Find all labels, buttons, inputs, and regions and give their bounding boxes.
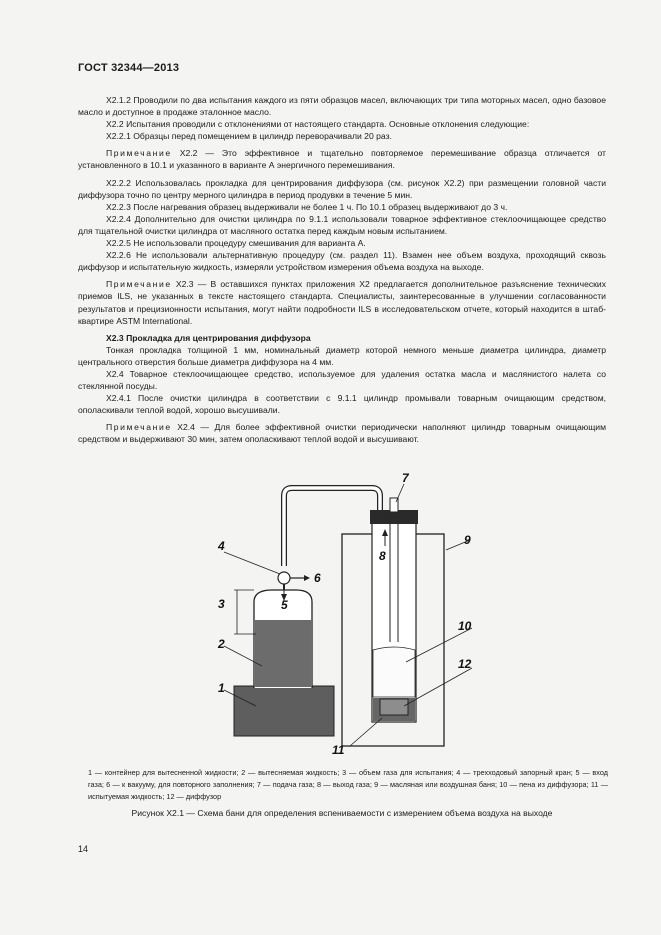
apparatus-diagram (200, 462, 480, 767)
label-8: 8 (379, 549, 386, 563)
label-2: 2 (218, 637, 225, 651)
paragraph: X2.2.1 Образцы перед помещением в цилиндр переворачивали 20 раз. (106, 131, 392, 142)
displaced-liquid (255, 620, 311, 687)
label-10: 10 (458, 619, 472, 633)
paragraph: X2.2.6 Не использовали альтернативную процедуру (см. раздел 11). Взамен нее объем воздуха, проходящий сквозь диффузор и испытательную жидкость, измеряли устройством измерения объема воздуха на выходе. (78, 250, 606, 273)
body-text (78, 94, 606, 446)
label-12: 12 (458, 657, 472, 671)
label-3: 3 (218, 597, 225, 611)
note-label: Примечание (106, 279, 172, 290)
paragraph: X2.4.1 После очистки цилиндра в соответствии с 9.1.1 цилиндр промывали товарным очищающим средством, ополаскивали теплой водой, хорошо высушивали. (78, 393, 606, 416)
label-4: 4 (218, 539, 225, 553)
note-paragraph (78, 421, 606, 445)
note-paragraph (78, 278, 606, 326)
paragraph: X2.2.5 Не использовали процедуру смешивания для варианта А. (106, 238, 366, 249)
diffuser (380, 699, 408, 715)
paragraph: X2.2.4 Дополнительно для очистки цилиндра по 9.1.1 использовали товарное эффективное стеклоочищающее средство для тщательной очистки цилиндра от масляного остатка перед каждым новым испытанием. (78, 213, 606, 236)
note-text: X2.3 — В оставшихся пунктах приложения X2 предлагается дополнительное разъяснение технических приемов ILS, не указанных в тексте настоящего стандарта. Специалисты, заинтересованные в улучшении согласованности результатов и прецизионности испытания, могут найти подробности ILS в исследовательском отчете, который находится в штаб-квартире ASTM International. (78, 279, 606, 326)
connecting-tube (284, 488, 380, 566)
page-number: 14 (78, 844, 89, 854)
note-label: Примечание (106, 422, 172, 433)
paragraph: X2.4 Товарное стеклоочищающее средство, используемое для удаления остатка масла и маслянистого налета со стеклянной посуды. (78, 368, 606, 392)
paragraph: X2.1.2 Проводили по два испытания каждого из пяти образцов масел, включающих три типа моторных масел, одно базовое масло и доступное в продаже эталонное масло. (78, 95, 606, 118)
paragraph: X2.2.3 После нагревания образец выдерживали не более 1 ч. По 10.1 образец выдерживают до 3 ч. (106, 201, 508, 212)
note-text: X2.4 — Для более эффективной очистки периодически наполняют цилиндр товарным очищающим средством и выдерживают 30 мин, затем ополаскивают теплой водой и высушивают. (78, 422, 606, 445)
label-5: 5 (281, 598, 288, 612)
label-1: 1 (218, 681, 225, 695)
document-header: ГОСТ 32344—2013 (78, 62, 180, 74)
foam (373, 647, 415, 697)
label-9: 9 (464, 533, 471, 547)
note-paragraph (78, 147, 606, 171)
paragraph: Тонкая прокладка толщиной 1 мм, номинальный диаметр которой немного меньше диаметра цилиндра, диаметр центрального отверстия больше диаметра диффузора на 4 мм. (78, 344, 606, 367)
label-6: 6 (314, 571, 321, 585)
figure-caption: Рисунок X2.1 — Схема бани для определения вспениваемости с измерением объема воздуха на выходе (131, 808, 553, 818)
label-11: 11 (332, 743, 345, 757)
displaced-liquid-container (234, 686, 334, 736)
figure-legend: 1 — контейнер для вытесненной жидкости; 2 — вытесняемая жидкость; 3 — объем газа для испытания; 4 — трехходовый запорный кран; 5 — вход газа; 6 — к вакууму, для повторного заполнения; 7 — подача газа; 8 — выход газа; 9 — масляная или воздушная баня; 10 — пена из диффузора; 11 — испытуемая жидкость; 12 — диффузор (88, 768, 608, 801)
note-label: Примечание (106, 148, 172, 159)
paragraph: X2.2 Испытания проводили с отклонениями от настоящего стандарта. Основные отклонения следующие: (106, 119, 530, 130)
note-text: X2.2 — Это эффективное и тщательно повторяемое перемешивание образца отличается от установленного в 10.1 и указанного в варианте А энергичного перемешивания. (78, 148, 606, 171)
paragraph: X2.2.2 Использовалась прокладка для центрирования диффузора (см. рисунок X2.2) при размещении головной части диффузора точно по центру мерного цилиндра в период продувки в течение 5 мин. (78, 177, 606, 200)
section-heading: X2.3 Прокладка для центрирования диффузора (106, 332, 311, 343)
label-7: 7 (402, 471, 409, 485)
